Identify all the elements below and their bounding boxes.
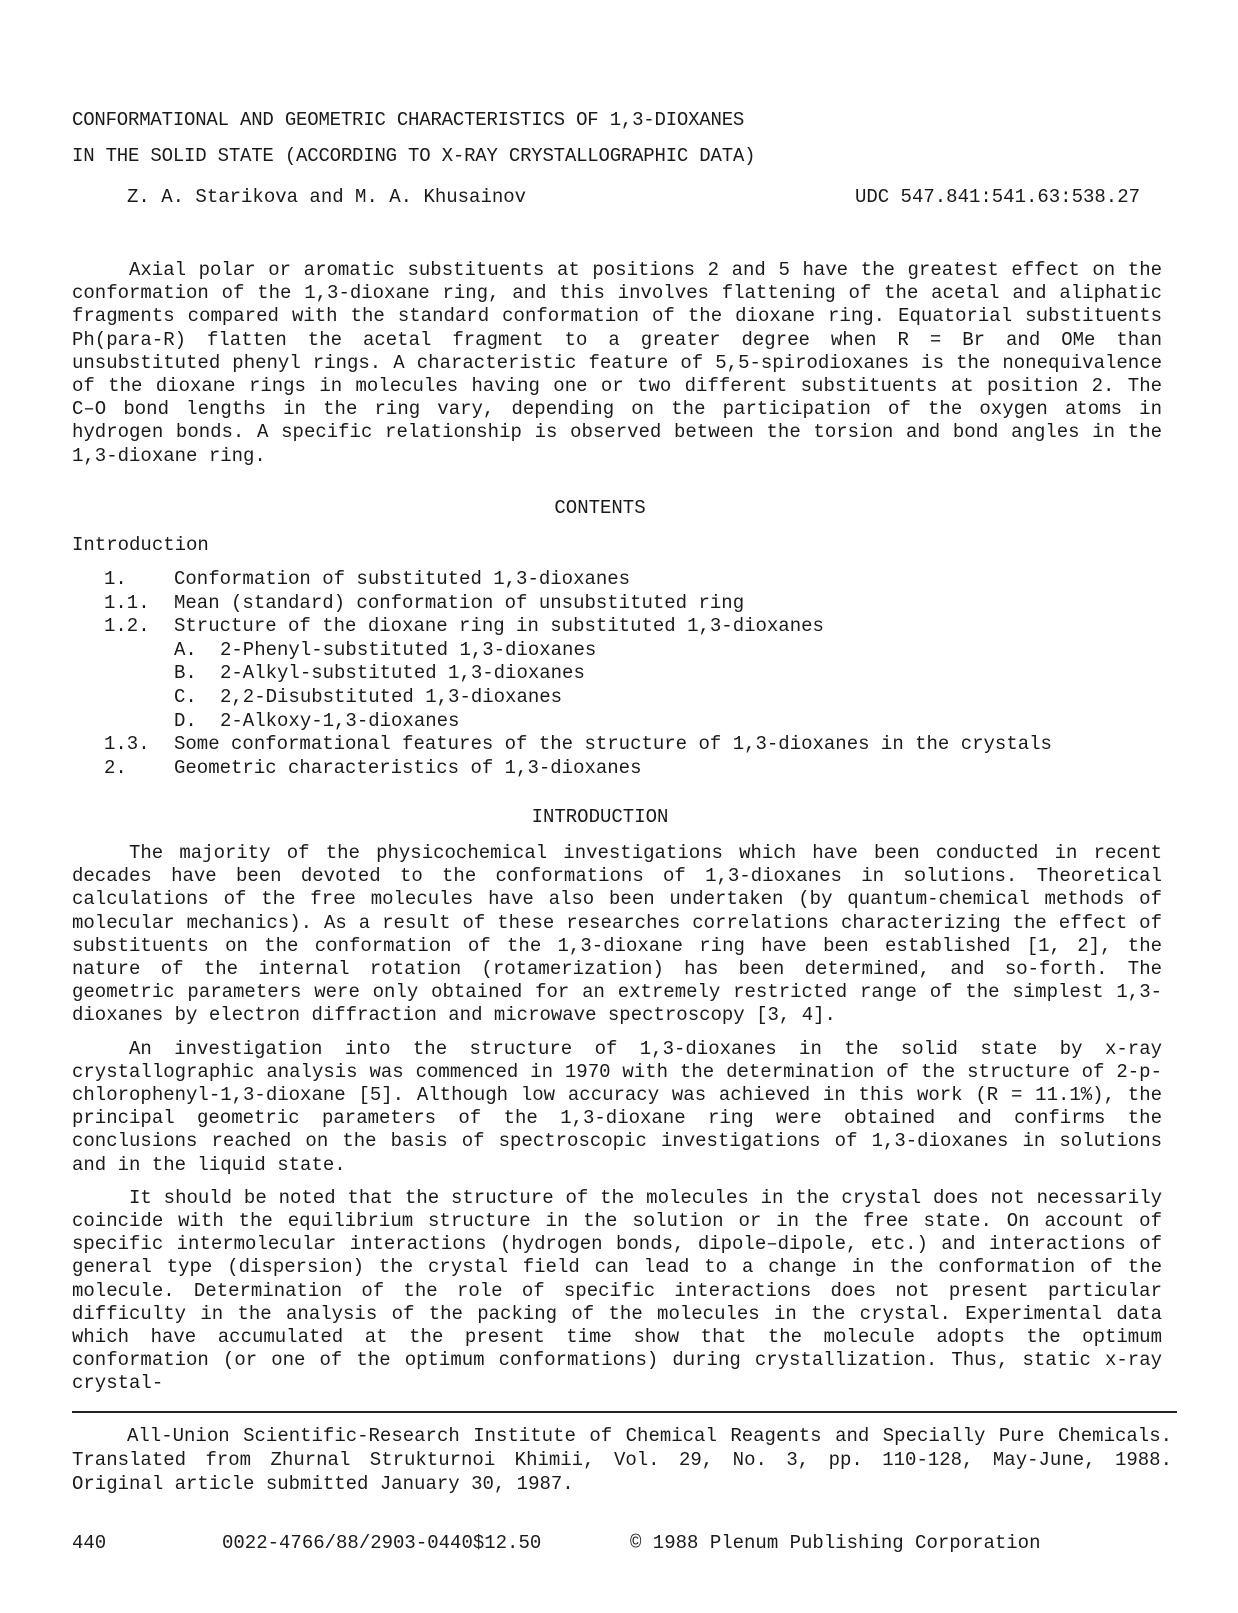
abstract: Axial polar or aromatic substituents at positions 2 and 5 have the greatest effect on the conformation of the 1,3-dioxane ring, and this involves flattening of the acetal and aliphatic fragments compared with the standard conformation of the dioxane ring. Equatorial substituents Ph(para-R) flatten the acetal fragment to a greater degree when R = Br and OMe than unsubstituted phenyl rings. A characteristic feature of 5,5-spirodioxanes is the nonequivalence of the dioxane rings in molecules having one or two different substituents at position 2. The C–O bond lengths in the ring vary, depending on the participation of the oxygen atoms in hydrogen bonds. A specific relationship is observed between the torsion and bond angles in the 1,3-dioxane ring. [72, 259, 1162, 467]
toc-subitem [104, 686, 1052, 710]
body-paragraph: It should be noted that the structure of the molecules in the crystal does not necessarily coincide with the equilibrium structure in the solution or in the free state. On account of specific intermolecular interactions (hydrogen bonds, dipole–dipole, etc.) and interactions of general type (dispersion) the crystal field can lead to a change in the conformation of the molecule. Determination of the role of specific interactions does not present particular difficulty in the analysis of the packing of the molecules in the crystal. Experimental data which have accumulated at the present time show that the molecule adopts the optimum conformation (or one of the optimum conformations) during crystallization. Thus, static x-ray crystal- [72, 1186, 1162, 1395]
title-line-1: CONFORMATIONAL AND GEOMETRIC CHARACTERISTICS OF 1,3-DIOXANES [72, 109, 745, 131]
toc-introduction: Introduction [72, 534, 209, 556]
udc-code: UDC 547.841:541.63:538.27 [854, 186, 1140, 208]
toc-item [104, 592, 1052, 616]
toc-item [104, 757, 1052, 781]
toc-text: 2,2-Disubstituted 1,3-dioxanes [220, 685, 563, 708]
toc-item [104, 733, 1052, 757]
toc-item [104, 568, 1052, 592]
body-paragraph: The majority of the physicochemical investigations which have been conducted in recent decades have been devoted to the conformations of 1,3-dioxanes in solutions. Theoretical calculations of the free molecules have also been undertaken (by quantum-chemical methods of molecular mechanics). As a result of these researches correlations characterizing the effect of substituents on the conformation of the 1,3-dioxane ring have been established [1, 2], the nature of the internal rotation (rotamerization) has been determined, and so-forth. The geometric parameters were only obtained for an extremely restricted range of the simplest 1,3-dioxanes by electron diffraction and microwave spectroscopy [3, 4]. [72, 842, 1162, 1027]
toc-text: Geometric characteristics of 1,3-dioxanes [174, 756, 642, 779]
toc-text: Mean (standard) conformation of unsubstituted ring [174, 591, 745, 614]
contents-heading: CONTENTS [554, 497, 646, 519]
toc-number: 1. [104, 568, 127, 590]
article-title [72, 102, 755, 174]
toc-letter: A. [174, 638, 197, 661]
toc-text: 2-Alkyl-substituted 1,3-dioxanes [220, 662, 585, 685]
body-paragraph: An investigation into the structure of 1,3-dioxanes in the solid state by x-ray crystallographic analysis was commenced in 1970 with the determination of the structure of 2-p-chlorophenyl-1,3-dioxane [5]. Although low accuracy was achieved in this work (R = 11.1%), the principal geometric parameters of the 1,3-dioxane ring were obtained and confirms the conclusions reached on the basis of spectroscopic investigations of 1,3-dioxanes in solutions and in the liquid state. [72, 1037, 1162, 1176]
toc-item [104, 615, 1052, 639]
authors: Z. A. Starikova and M. A. Khusainov [127, 186, 527, 208]
toc-letter: C. [174, 685, 197, 708]
toc-subitem [104, 639, 1052, 663]
footnote-divider [72, 1411, 1177, 1413]
article-code: 0022-4766/88/2903-0440$12.50 [222, 1532, 542, 1554]
toc-letter: D. [174, 709, 197, 732]
copyright: © 1988 Plenum Publishing Corporation [630, 1532, 1041, 1554]
toc-text: Structure of the dioxane ring in substituted 1,3-dioxanes [174, 615, 824, 638]
toc-letter: B. [174, 662, 197, 685]
title-line-2: IN THE SOLID STATE (ACCORDING TO X-RAY CRYSTALLOGRAPHIC DATA) [72, 145, 756, 167]
toc-text: 2-Alkoxy-1,3-dioxanes [220, 709, 460, 732]
toc-text: 2-Phenyl-substituted 1,3-dioxanes [220, 638, 597, 661]
table-of-contents [104, 568, 1052, 780]
toc-number: 1.1. [104, 591, 150, 614]
toc-number: 1.3. [104, 733, 150, 756]
toc-number: 1.2. [104, 615, 150, 638]
toc-subitem [104, 662, 1052, 686]
introduction-heading: INTRODUCTION [531, 806, 669, 828]
toc-text: Some conformational features of the structure of 1,3-dioxanes in the crystals [174, 733, 1052, 756]
introduction-body [72, 842, 1162, 1406]
toc-number: 2. [104, 756, 127, 779]
toc-subitem [104, 710, 1052, 734]
page-number: 440 [72, 1532, 107, 1554]
footnote: All-Union Scientific-Research Institute of Chemical Reagents and Specially Pure Chemicals. Translated from Zhurnal Strukturnoi Khimii, Vol. 29, No. 3, pp. 110-128, May-June, 1988. Original article submitted January 30, 1987. [72, 1425, 1172, 1495]
toc-text: Conformation of substituted 1,3-dioxanes [174, 568, 631, 590]
